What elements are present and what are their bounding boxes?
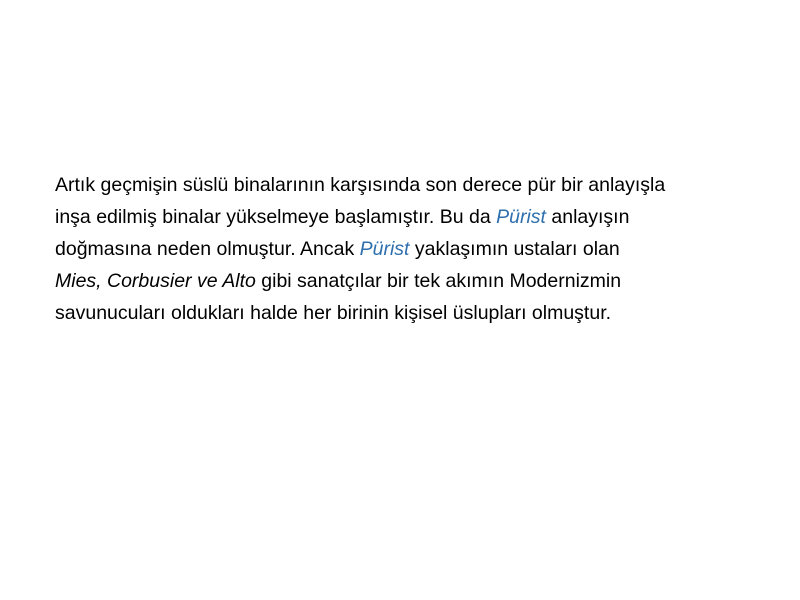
line-2-text-a: inşa edilmiş binalar yükselmeye başlamıştır. Bu da <box>55 206 497 228</box>
paragraph-line-4 <box>55 265 770 297</box>
line-5-text: savunucuları oldukları halde her birinin kişisel üslupları olmuştur. <box>55 302 612 324</box>
paragraph-line-1 <box>55 169 770 201</box>
line-1-text: Artık geçmişin süslü binalarının karşısında son derece pür bir anlayışla <box>55 174 666 196</box>
line-2-text-c: anlayışın <box>545 206 630 228</box>
line-3-text-c: yaklaşımın ustaları olan <box>409 238 620 260</box>
purist-term-1: Pürist <box>496 206 546 228</box>
line-4-text-b: gibi sanatçılar bir tek akımın Modernizmin <box>255 270 622 292</box>
purist-term-2: Pürist <box>359 238 410 260</box>
architects-names: Mies, Corbusier ve Alto <box>55 270 256 292</box>
line-3-text-a: doğmasına neden olmuştur. Ancak <box>55 238 360 260</box>
body-paragraph <box>55 169 770 329</box>
paragraph-line-2 <box>55 201 770 233</box>
paragraph-line-3 <box>55 233 770 265</box>
paragraph-line-5 <box>55 297 770 329</box>
